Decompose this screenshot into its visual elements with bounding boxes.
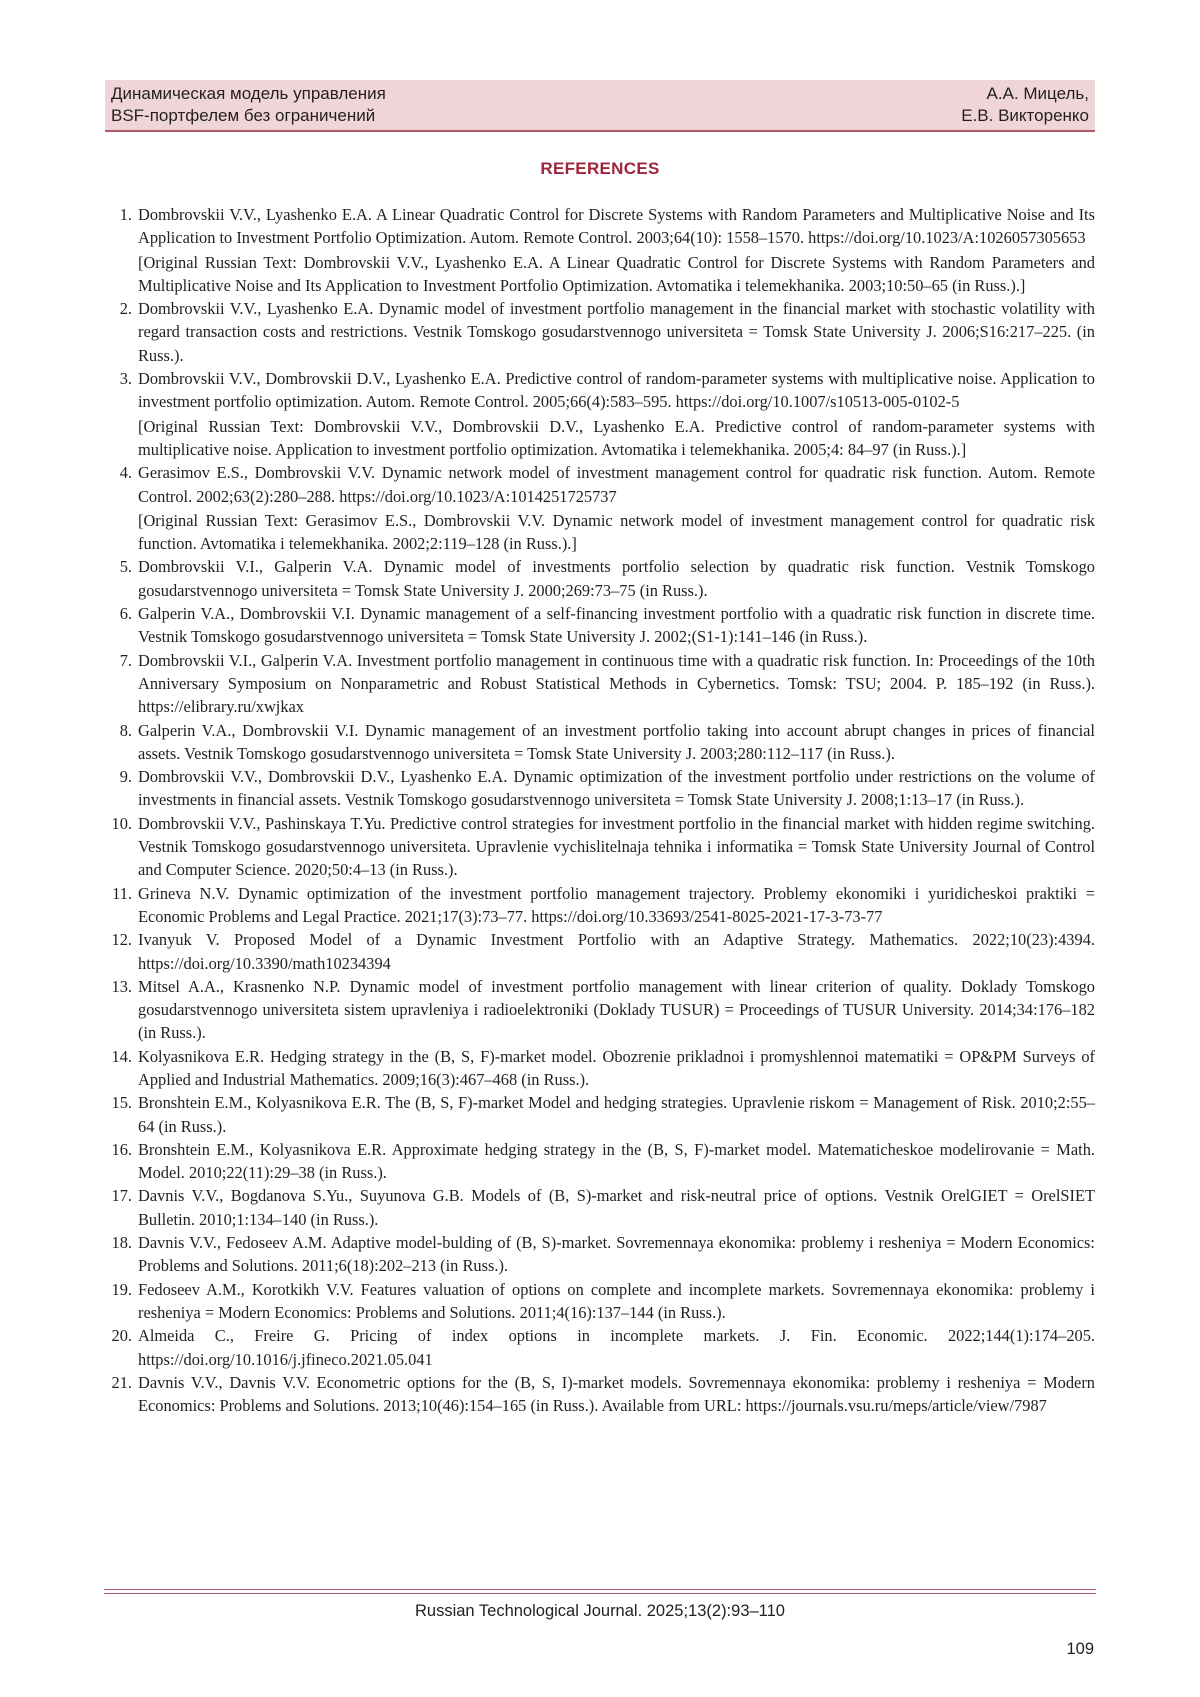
reference-text: Davnis V.V., Bogdanova S.Yu., Suyunova G.B. Models of (B, S)-market and risk-neutral price of options. Vestnik OrelGIET = OrelSIET Bulletin. 2010;1:134–140 (in Russ.). bbox=[138, 1186, 1095, 1229]
reference-text: Davnis V.V., Davnis V.V. Econometric options for the (B, S, I)-market models. Sovremennaya ekonomika: problemy i resheniya = Modern Economics: Problems and Solutions. 2013;10(46):154–165 (in Russ.). Available from URL: https://journals.vsu.ru/meps/article/view/7987 bbox=[138, 1372, 1095, 1416]
reference-text: Fedoseev A.M., Korotkikh V.V. Features valuation of options on complete and incomplete markets. Sovremennaya ekonomika: problemy i resheniya = Modern Economics: Problems and Solutions. 2011;4(16):137–144 (in Russ.). bbox=[138, 1279, 1095, 1322]
reference-text: Dombrovskii V.V., Lyashenko E.A. Dynamic model of investment portfolio management in the financial market with stochastic volatility with regard transaction costs and restrictions. Vestnik Tomskogo gosudarstvennogo universiteta = Tomsk State University J. 2006;S16:217–225. (in Russ.). bbox=[138, 299, 1095, 365]
reference-item bbox=[100, 882, 1095, 929]
reference-item bbox=[100, 1184, 1095, 1231]
reference-text: Dombrovskii V.I., Galperin V.A. Dynamic model of investments portfolio selection by quadratic risk function. Vestnik Tomskogo gosudarstvennogo universiteta = Tomsk State University J. 2000;269:73–75 (in Russ.). bbox=[138, 557, 1095, 600]
reference-number: 2. bbox=[119, 299, 132, 319]
footer-rule bbox=[104, 1589, 1096, 1590]
reference-item bbox=[100, 367, 1095, 461]
page-number: 109 bbox=[1066, 1640, 1094, 1658]
header-author-line: А.А. Мицель, bbox=[986, 84, 1089, 103]
reference-text: Kolyasnikova E.R. Hedging strategy in the (B, S, F)-market model. Obozrenie prikladnoi i promyshlennoi matematiki = OP&PM Surveys of Applied and Industrial Mathematics. 2009;16(3):467–468 (in Russ.). bbox=[138, 1046, 1095, 1089]
reference-text: Dombrovskii V.V., Dombrovskii D.V., Lyashenko E.A. Predictive control of random-parameter systems with multiplicative noise. Application to investment portfolio optimization. Autom. Remote Control. 2005;66(4):583–595. https://doi.org/10.1007/s10513-005-0102-5 bbox=[138, 369, 1095, 412]
reference-list bbox=[100, 203, 1095, 1417]
reference-item bbox=[100, 1091, 1095, 1138]
reference-original-text: [Original Russian Text: Dombrovskii V.V., Dombrovskii D.V., Lyashenko E.A. Predictive control of random-parameter systems with multiplicative noise. Application to investment portfolio optimization. Avtomatika i telemekhanika. 2005;4: 84–97 (in Russ.).] bbox=[138, 416, 1095, 459]
reference-text: Almeida C., Freire G. Pricing of index options in incomplete markets. J. Fin. Economic. 2022;144(1):174–205. https://doi.org/10.1016/j.jfineco.2021.05.041 bbox=[138, 1326, 1095, 1369]
reference-item bbox=[100, 812, 1095, 882]
reference-item bbox=[100, 297, 1095, 367]
reference-text: Mitsel A.A., Krasnenko N.P. Dynamic model of investment portfolio management with linear criterion of quality. Doklady Tomskogo gosudarstvennogo universiteta sistem upravleniya i radioelektroniki (Doklady TUSUR) = Proceedings of TUSUR University. 2014;34:176–182 (in Russ.). bbox=[138, 976, 1095, 1043]
reference-text: Ivanyuk V. Proposed Model of a Dynamic Investment Portfolio with an Adaptive Strategy. Mathematics. 2022;10(23):4394. https://doi.org/10.3390/math10234394 bbox=[138, 930, 1095, 973]
reference-text: Dombrovskii V.V., Dombrovskii D.V., Lyashenko E.A. Dynamic optimization of the investment portfolio under restrictions on the volume of investments in financial assets. Vestnik Tomskogo gosudarstvennogo universiteta = Tomsk State University J. 2008;1:13–17 (in Russ.). bbox=[138, 767, 1095, 810]
reference-original-text: [Original Russian Text: Dombrovskii V.V., Lyashenko E.A. A Linear Quadratic Control for Discrete Systems with Random Parameters and Multiplicative Noise and Its Application to Investment Portfolio Optimization. Avtomatika i telemekhanika. 2003;10:50–65 (in Russ.).] bbox=[138, 252, 1095, 295]
reference-number: 4. bbox=[119, 463, 132, 483]
reference-item bbox=[100, 1045, 1095, 1092]
reference-number: 16. bbox=[111, 1139, 132, 1159]
reference-item bbox=[100, 461, 1095, 555]
reference-text: Grineva N.V. Dynamic optimization of the investment portfolio management trajectory. Problemy ekonomiki i yuridicheskoi praktiki = Economic Problems and Legal Practice. 2021;17(3):73–77. https://doi.org/10.33693/2541-8025-2021-17-3-73-77 bbox=[138, 883, 1095, 926]
header-authors bbox=[961, 83, 1089, 127]
reference-text: Davnis V.V., Fedoseev A.M. Adaptive model-bulding of (B, S)-market. Sovremennaya ekonomika: problemy i resheniya = Modern Economics: Problems and Solutions. 2011;6(18):202–213 (in Russ.). bbox=[138, 1233, 1095, 1276]
reference-number: 14. bbox=[111, 1046, 132, 1066]
reference-item bbox=[100, 649, 1095, 719]
reference-text: Dombrovskii V.V., Lyashenko E.A. A Linear Quadratic Control for Discrete Systems with Random Parameters and Multiplicative Noise and Its Application to Investment Portfolio Optimization. Autom. Remote Control. 2003;64(10): 1558–1570. https://doi.org/10.1023/A:1026057305653 bbox=[138, 205, 1095, 248]
reference-number: 8. bbox=[119, 720, 132, 740]
reference-item bbox=[100, 975, 1095, 1045]
reference-text: Gerasimov E.S., Dombrovskii V.V. Dynamic network model of investment management control for quadratic risk function. Autom. Remote Control. 2002;63(2):280–288. https://doi.org/10.1023/A:1014251725737 bbox=[138, 463, 1095, 506]
reference-item bbox=[100, 928, 1095, 975]
reference-number: 1. bbox=[119, 205, 132, 224]
reference-text: Galperin V.A., Dombrovskii V.I. Dynamic management of a self-financing investment portfolio with a quadratic risk function in discrete time. Vestnik Tomskogo gosudarstvennogo universiteta = Tomsk State University J. 2002;(S1-1):141–146 (in Russ.). bbox=[138, 604, 1095, 647]
reference-item bbox=[100, 203, 1095, 297]
reference-number: 13. bbox=[111, 976, 132, 996]
journal-citation: Russian Technological Journal. 2025;13(2):93–110 bbox=[415, 1602, 785, 1620]
reference-text: Bronshtein E.M., Kolyasnikova E.R. The (B, S, F)-market Model and hedging strategies. Upravlenie riskom = Management of Risk. 2010;2:55–64 (in Russ.). bbox=[138, 1093, 1095, 1136]
reference-item bbox=[100, 765, 1095, 812]
reference-number: 7. bbox=[119, 650, 132, 670]
section-title: REFERENCES bbox=[540, 159, 660, 178]
reference-number: 11. bbox=[112, 883, 132, 903]
reference-number: 19. bbox=[111, 1279, 132, 1299]
reference-original-text: [Original Russian Text: Gerasimov E.S., Dombrovskii V.V. Dynamic network model of investment management control for quadratic risk function. Avtomatika i telemekhanika. 2002;2:119–128 (in Russ.).] bbox=[138, 510, 1095, 554]
reference-item bbox=[100, 1138, 1095, 1185]
reference-text: Galperin V.A., Dombrovskii V.I. Dynamic management of an investment portfolio taking into account abrupt changes in prices of financial assets. Vestnik Tomskogo gosudarstvennogo universiteta = Tomsk State University J. 2003;280:112–117 (in Russ.). bbox=[138, 720, 1095, 763]
reference-item bbox=[100, 1231, 1095, 1278]
reference-number: 18. bbox=[111, 1233, 132, 1253]
reference-number: 9. bbox=[119, 767, 132, 787]
footer-rule bbox=[104, 1593, 1096, 1594]
reference-item bbox=[100, 555, 1095, 602]
reference-text: Dombrovskii V.V., Pashinskaya T.Yu. Predictive control strategies for investment portfolio in the financial market with hidden regime switching. Vestnik Tomskogo gosudarstvennogo universiteta. Upravlenie vychislitelnaja tehnika i informatika = Tomsk State University Journal of Control and Computer Science. 2020;50:4–13 (in Russ.). bbox=[138, 813, 1095, 880]
reference-number: 21. bbox=[111, 1372, 132, 1392]
reference-number: 6. bbox=[119, 604, 132, 624]
running-header bbox=[105, 80, 1095, 132]
reference-text: Dombrovskii V.I., Galperin V.A. Investment portfolio management in continuous time with a quadratic risk function. In: Proceedings of the 10th Anniversary Symposium on Nonparametric and Robust Statistical Methods in Cybernetics. Tomsk: TSU; 2004. P. 185–192 (in Russ.). https://elibrary.ru/xwjkax bbox=[138, 650, 1095, 717]
header-title-line: Динамическая модель управления bbox=[111, 84, 386, 103]
reference-item bbox=[100, 1371, 1095, 1418]
reference-item bbox=[100, 1278, 1095, 1325]
header-title-line: BSF-портфелем без ограничений bbox=[111, 106, 376, 125]
reference-number: 10. bbox=[111, 813, 132, 833]
reference-item bbox=[100, 602, 1095, 649]
reference-number: 5. bbox=[119, 557, 132, 577]
reference-number: 12. bbox=[111, 930, 132, 950]
header-author-line: Е.В. Викторенко bbox=[961, 106, 1089, 125]
header-title bbox=[111, 83, 386, 127]
reference-number: 20. bbox=[111, 1326, 132, 1346]
reference-text: Bronshtein E.M., Kolyasnikova E.R. Approximate hedging strategy in the (B, S, F)-market model. Matematicheskoe modelirovanie = Math. Model. 2010;22(11):29–38 (in Russ.). bbox=[138, 1139, 1095, 1183]
reference-item bbox=[100, 1324, 1095, 1371]
reference-item bbox=[100, 719, 1095, 766]
reference-number: 3. bbox=[119, 369, 132, 389]
reference-number: 15. bbox=[111, 1093, 132, 1113]
reference-number: 17. bbox=[111, 1186, 132, 1206]
